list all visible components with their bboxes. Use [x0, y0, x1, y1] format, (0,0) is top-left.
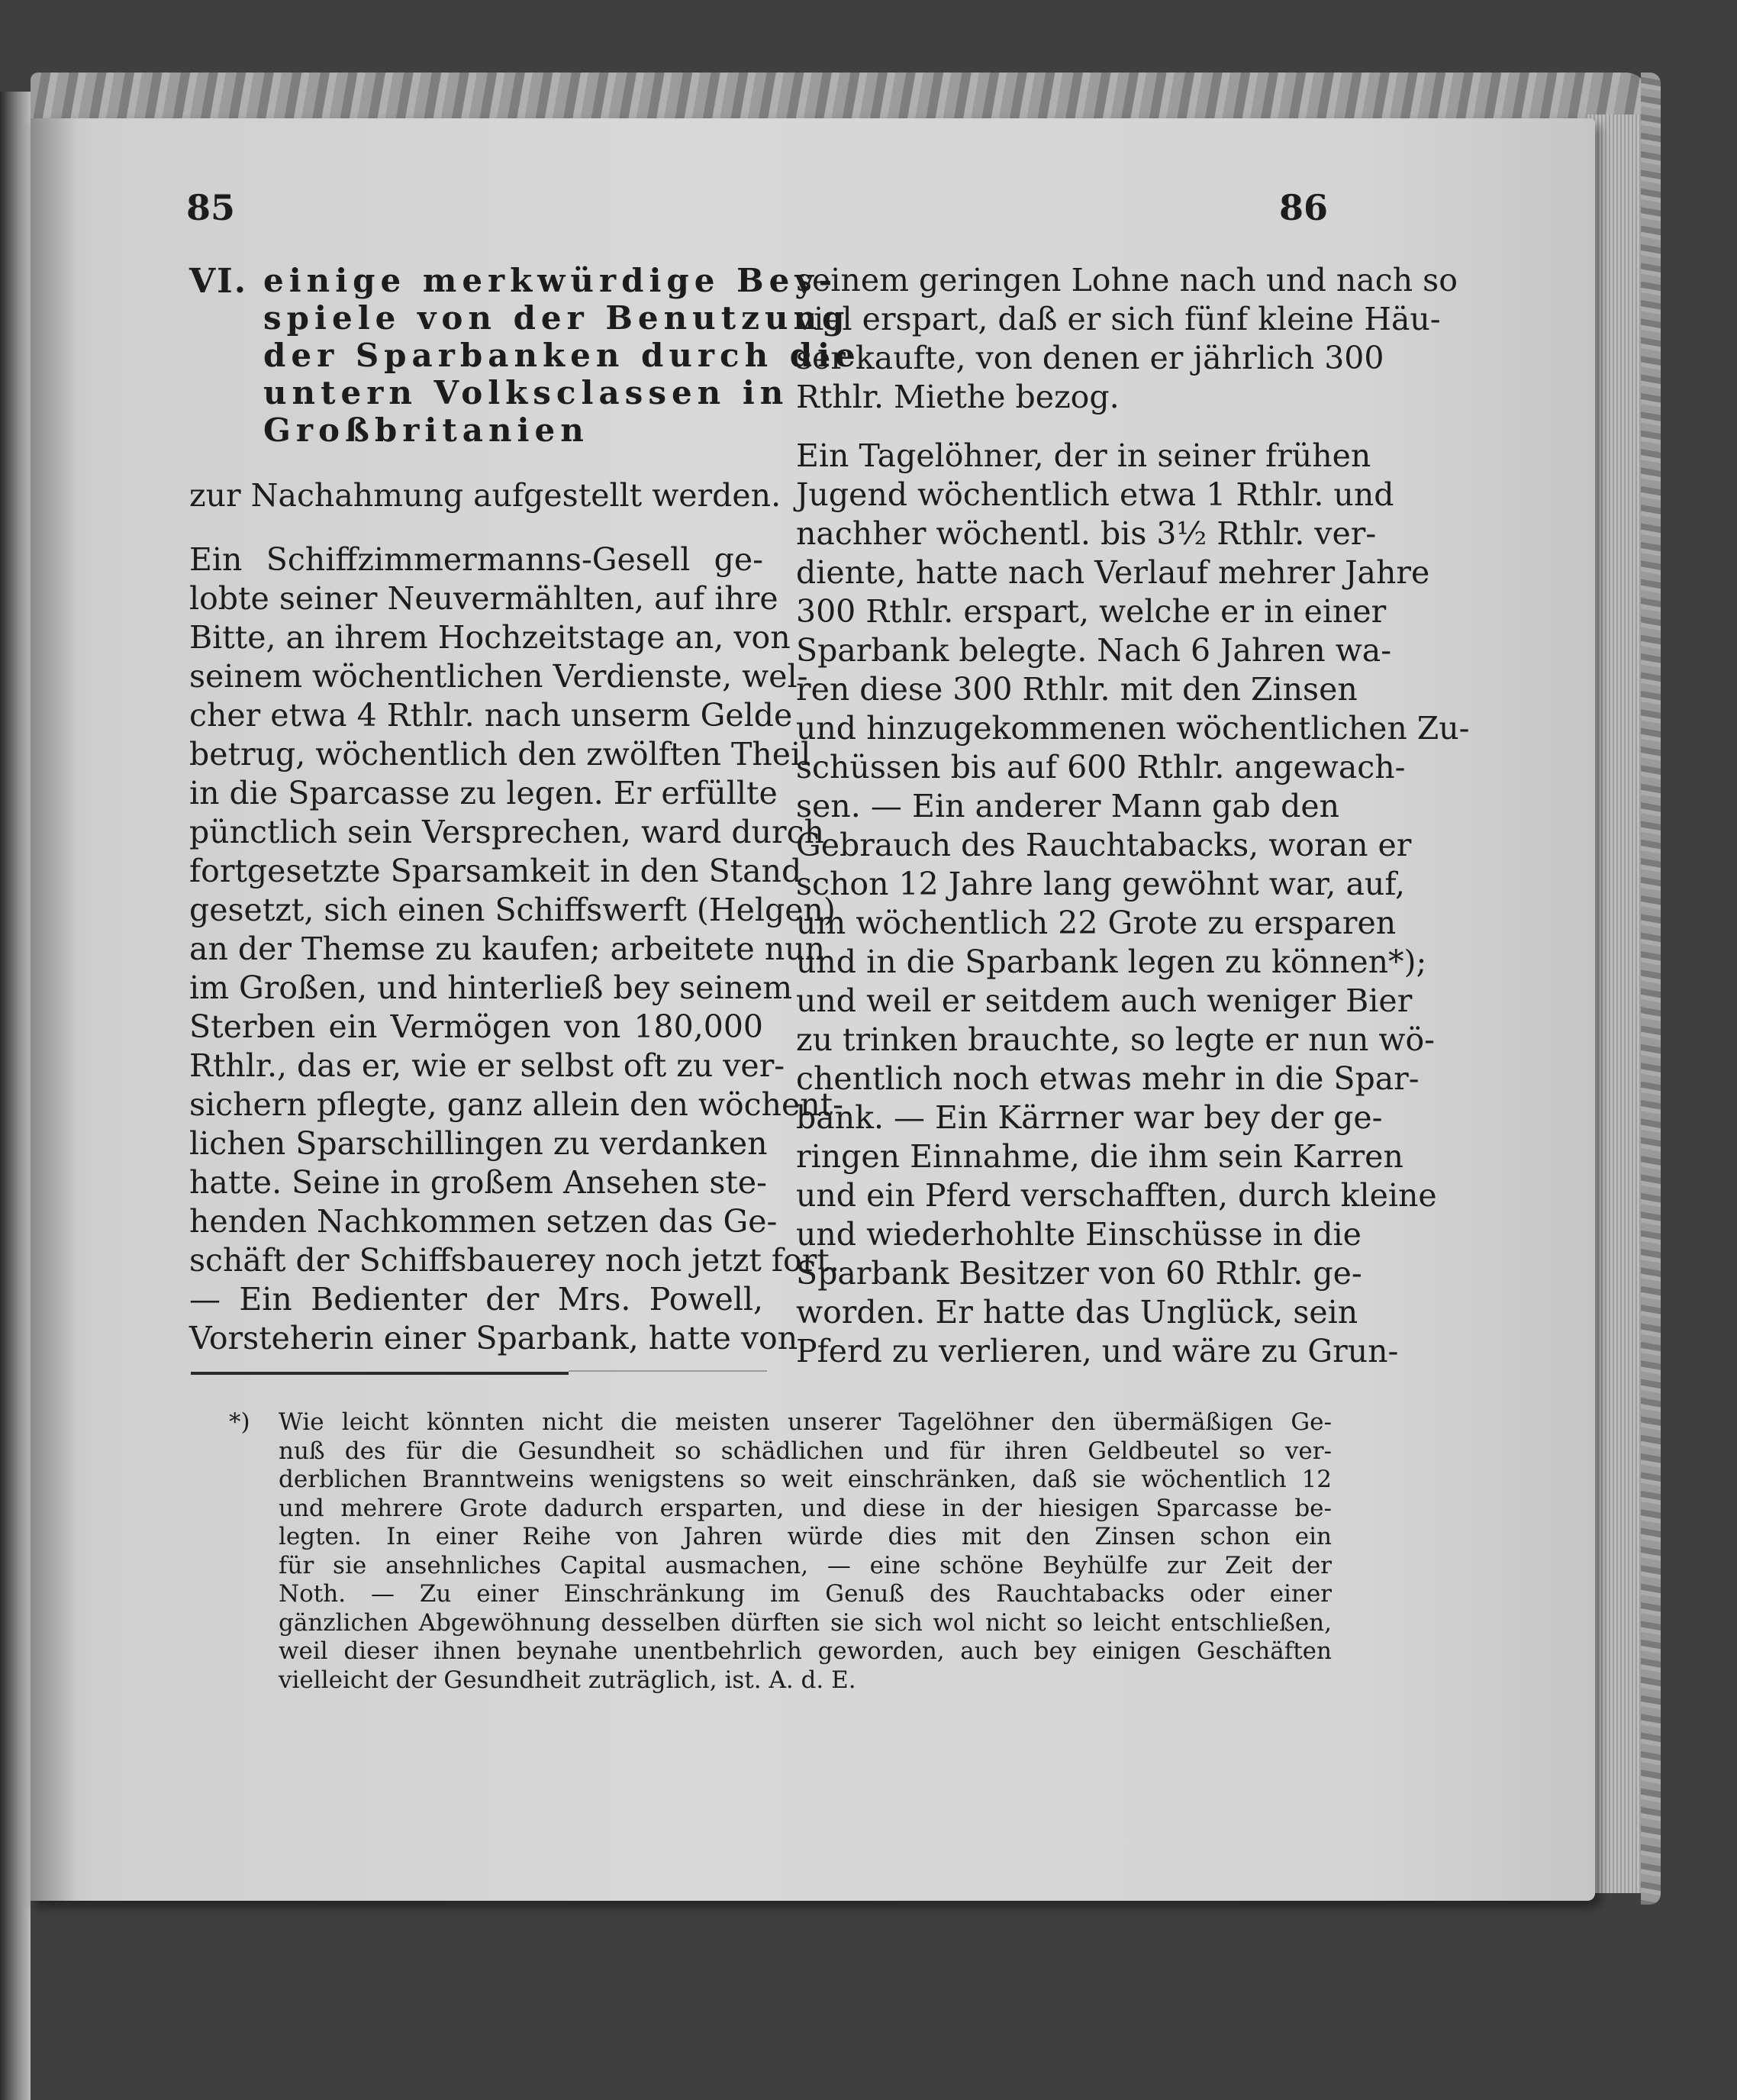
text-line: um wöchentlich 22 Grote zu ersparen	[796, 905, 1397, 941]
text-line: sen. — Ein anderer Mann gab den	[796, 788, 1339, 824]
book-page	[31, 118, 1595, 1901]
footnote-line: Wie leicht könnten nicht die meisten unserer Tagelöhner den übermäßigen Ge-	[279, 1408, 1332, 1436]
footnote-line: nuß des für die Gesundheit so schädlichen und für ihren Geldbeutel so ver-	[279, 1437, 1332, 1465]
text-line: henden Nachkommen setzen das Ge-	[189, 1203, 778, 1240]
footnote-line: Noth. — Zu einer Einschränkung im Genuß des Rauchtabacks oder einer	[279, 1580, 1332, 1608]
text-line: und in die Sparbank legen zu können*);	[796, 944, 1427, 980]
text-line: und ein Pferd verschafften, durch kleine	[796, 1177, 1437, 1214]
text-line: gesetzt, sich einen Schiffswerft (Helgen)	[189, 892, 836, 928]
left-column-text	[189, 540, 844, 1358]
text-line: worden. Er hatte das Unglück, sein	[796, 1294, 1358, 1331]
text-line: betrug, wöchentlich den zwölften Theil	[189, 736, 811, 773]
text-line: seinem wöchentlichen Verdienste, wel-	[189, 658, 808, 695]
text-line: ringen Einnahme, die ihm sein Karren	[796, 1138, 1403, 1175]
text-line: und hinzugekommenen wöchentlichen Zu-	[796, 710, 1470, 747]
text-line: Jugend wöchentlich etwa 1 Rthlr. und	[796, 476, 1394, 513]
footnote-rule	[191, 1372, 569, 1375]
footnote-line: und mehrere Grote dadurch ersparten, und diese in der hiesigen Sparcasse be-	[279, 1494, 1332, 1522]
text-line: und weil er seitdem auch weniger Bier	[796, 982, 1413, 1019]
text-line: Sparbank Besitzer von 60 Rthlr. ge-	[796, 1255, 1362, 1292]
text-line: nachher wöchentl. bis 3½ Rthlr. ver-	[796, 515, 1377, 552]
text-line: Ein Tagelöhner, der in seiner frühen	[796, 437, 1371, 474]
page-number-right: 86	[1279, 187, 1329, 228]
text-line: schüssen bis auf 600 Rthlr. angewach-	[796, 749, 1406, 785]
text-line: pünctlich sein Versprechen, ward durch	[189, 814, 824, 850]
text-line: Bitte, an ihrem Hochzeitstage an, von	[189, 619, 791, 656]
heading-line: Großbritanien	[263, 411, 589, 449]
right-column-continuation	[796, 261, 1458, 417]
text-line: und wiederhohlte Einschüsse in die	[796, 1216, 1362, 1253]
text-line: ser kaufte, von denen er jährlich 300	[796, 340, 1384, 376]
text-line: chentlich noch etwas mehr in die Spar-	[796, 1060, 1420, 1097]
section-heading	[263, 262, 861, 449]
heading-line: untern Volksclassen in	[263, 374, 789, 411]
text-line: bank. — Ein Kärrner war bey der ge-	[796, 1099, 1383, 1136]
footnote-line: für sie ansehnliches Capital ausmachen, — eine schöne Beyhülfe zur Zeit der	[279, 1551, 1332, 1579]
text-line: Sparbank belegte. Nach 6 Jahren wa-	[796, 632, 1392, 669]
text-line: diente, hatte nach Verlauf mehrer Jahre	[796, 554, 1430, 591]
text-line: schäft der Schiffsbauerey noch jetzt fort.	[189, 1242, 839, 1279]
text-line: schon 12 Jahre lang gewöhnt war, auf,	[796, 866, 1406, 902]
text-line: fortgesetzte Sparsamkeit in den Stand	[189, 853, 802, 889]
text-line: lichen Sparschillingen zu verdanken	[189, 1125, 768, 1162]
footnote-rule-faint	[569, 1370, 767, 1372]
heading-line: der Sparbanken durch die	[263, 337, 861, 374]
marbled-cover-right	[1641, 73, 1661, 1905]
footnote-line: weil dieser ihnen beynahe unentbehrlich geworden, auch bey einigen Geschäften	[279, 1637, 1332, 1665]
right-column-text	[796, 437, 1470, 1371]
footnote-line: gänzlichen Abgewöhnung desselben dürften sie sich wol nicht so leicht entschließen,	[279, 1608, 1332, 1637]
footnote-marker: *)	[229, 1408, 250, 1436]
text-line: sichern pflegte, ganz allein den wöchent-	[189, 1086, 844, 1123]
footnote-line: vielleicht der Gesundheit zuträglich, ist. A. d. E.	[279, 1666, 856, 1694]
left-cover-edge	[0, 92, 31, 2100]
text-line: an der Themse zu kaufen; arbeitete nun	[189, 931, 826, 967]
heading-continuation: zur Nachahmung aufgestellt werden.	[189, 477, 781, 514]
footnote-line: legten. In einer Reihe von Jahren würde dies mit den Zinsen schon ein	[279, 1523, 1332, 1550]
text-line: 300 Rthlr. erspart, welche er in einer	[796, 593, 1387, 630]
text-line: in die Sparcasse zu legen. Er erfüllte	[189, 775, 778, 811]
text-line: Pferd zu verlieren, und wäre zu Grun-	[796, 1333, 1399, 1369]
text-line: — Ein Bedienter der Mrs. Powell,	[189, 1281, 763, 1318]
text-line: lobte seiner Neuvermählten, auf ihre	[189, 580, 778, 617]
heading-line: spiele von der Benutzung	[263, 299, 850, 337]
text-line: zu trinken brauchte, so legte er nun wö-	[796, 1021, 1435, 1058]
text-line: Gebrauch des Rauchtabacks, woran er	[796, 827, 1412, 863]
text-line: Vorsteherin einer Sparbank, hatte von	[189, 1320, 798, 1356]
text-line: ren diese 300 Rthlr. mit den Zinsen	[796, 671, 1358, 708]
text-line: viel erspart, daß er sich fünf kleine Häu-	[796, 301, 1441, 337]
text-line: Sterben ein Vermögen von 180,000	[189, 1008, 763, 1045]
text-line: cher etwa 4 Rthlr. nach unserm Gelde	[189, 697, 793, 734]
text-line: Rthlr., das er, wie er selbst oft zu ver-	[189, 1047, 785, 1084]
page-edges	[1587, 115, 1641, 1893]
text-line: im Großen, und hinterließ bey seinem	[189, 969, 793, 1006]
text-line: Rthlr. Miethe bezog.	[796, 379, 1120, 415]
text-line: hatte. Seine in großem Ansehen ste-	[189, 1164, 767, 1201]
heading-line: einige merkwürdige Bey-	[263, 262, 838, 299]
footnote-line: derblichen Branntweins wenigstens so weit einschränken, daß sie wöchentlich 12	[279, 1466, 1332, 1493]
page-number-left: 85	[186, 187, 236, 228]
footnote-text	[279, 1408, 1332, 1695]
text-line: seinem geringen Lohne nach und nach so	[796, 262, 1458, 298]
text-line: Ein Schiffzimmermanns-Gesell ge-	[189, 541, 763, 578]
gutter-shadow	[31, 118, 76, 1901]
section-number: VI.	[189, 262, 248, 301]
